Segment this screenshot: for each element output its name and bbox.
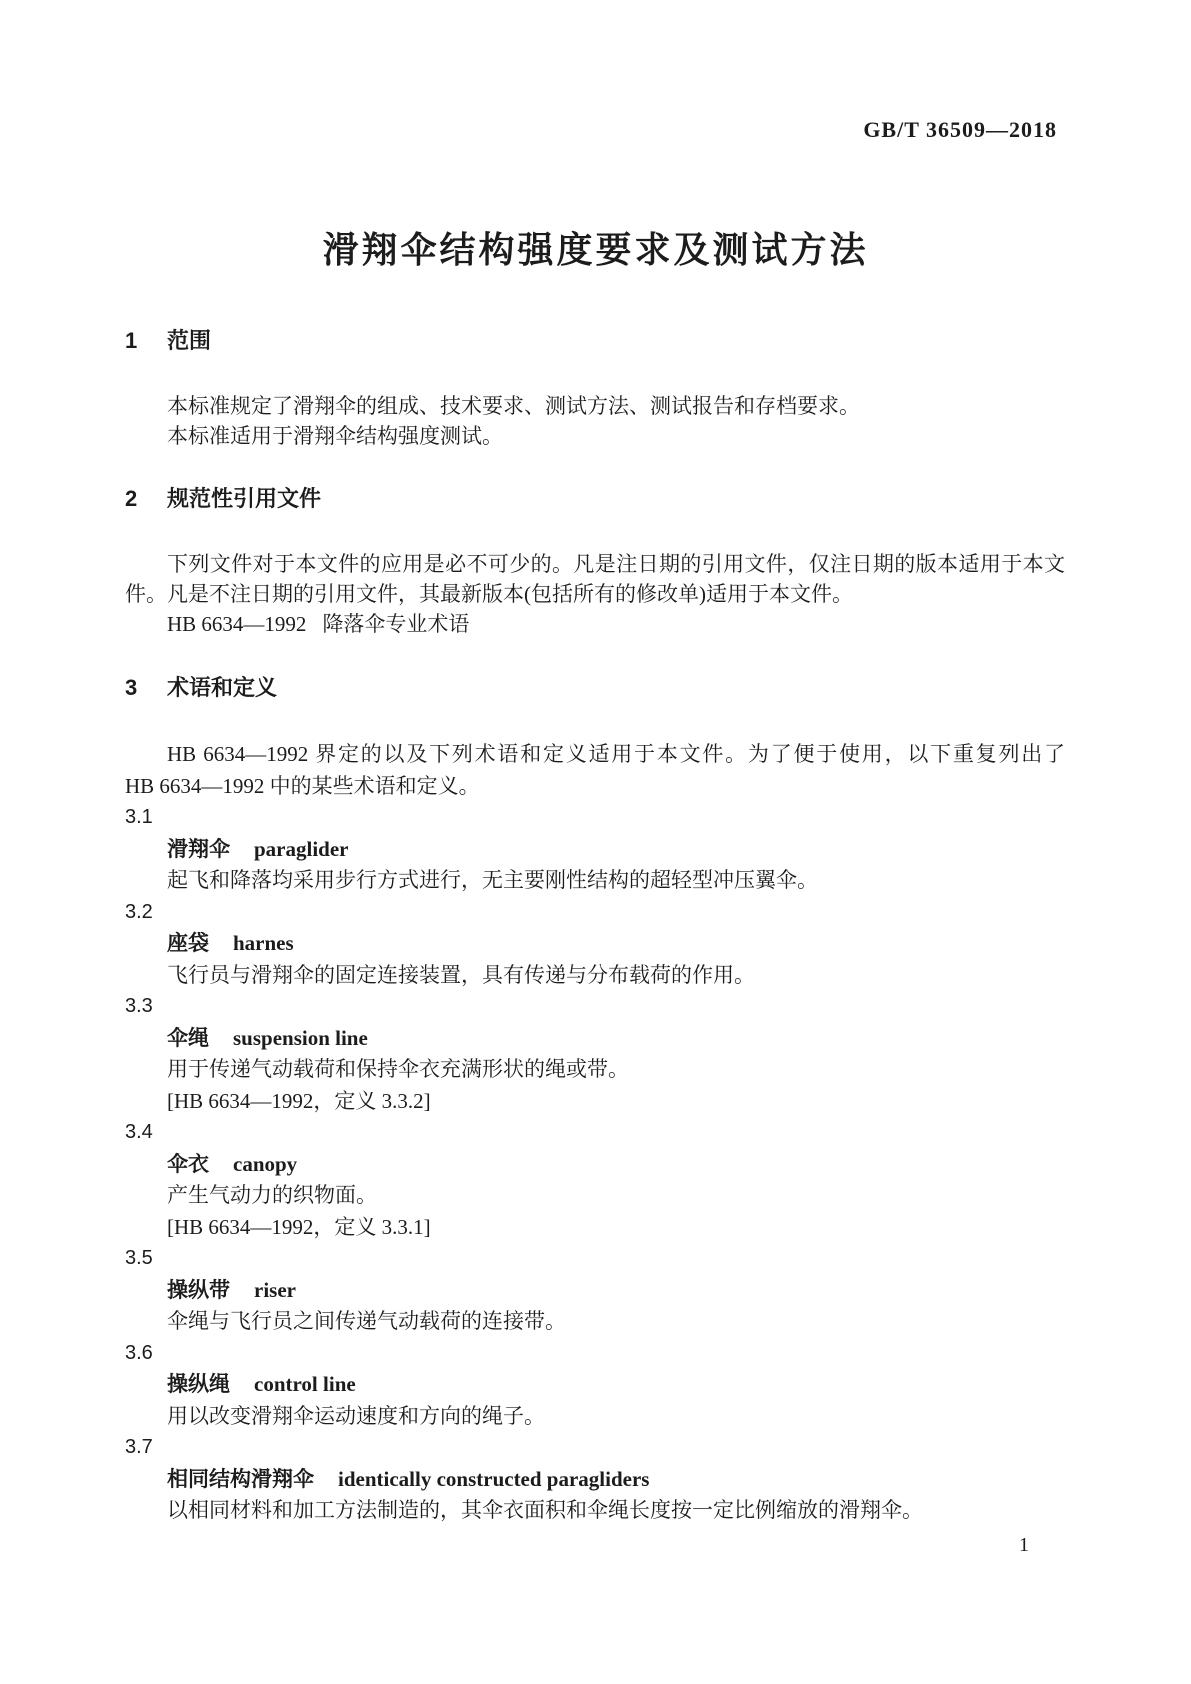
section-1-number: 1 [125,328,138,353]
section-2-label: 规范性引用文件 [167,486,322,511]
reference-code: HB 6634—1992 [167,612,307,636]
term-definition: 用以改变滑翔伞运动速度和方向的绳子。 [167,1403,545,1428]
term-number: 3.5 [125,1247,153,1269]
section-3-heading [125,673,1065,703]
term-definition: 用于传递气动载荷和保持伞衣充满形状的绳或带。 [167,1057,629,1081]
term-name-zh: 相同结构滑翔伞 [167,1467,314,1491]
term-name-zh: 操纵带 [167,1278,230,1302]
term-name [125,1023,1065,1055]
term-source: [HB 6634—1992，定义 3.3.1] [167,1214,431,1239]
term-number: 3.6 [125,1341,153,1364]
term-name-en: suspension line [233,1025,368,1050]
term-source: [HB 6634—1992，定义 3.3.2] [167,1088,431,1113]
section-1-paragraph: 本标准规定了滑翔伞的组成、技术要求、测试方法、测试报告和存档要求。 [167,394,860,418]
term-name-en: harnes [233,931,294,955]
page-content [125,0,1065,1527]
page-number: 1 [1019,1534,1029,1556]
term-number: 3.3 [125,995,153,1017]
term-definition: 产生气动力的织物面。 [167,1183,377,1207]
section-1-label: 范围 [167,328,212,353]
term-name-zh: 伞衣 [167,1152,209,1176]
term-name-zh: 操纵绳 [167,1373,230,1396]
term-number: 3.4 [125,1121,153,1143]
term-name [125,834,1065,866]
term-name-en: paraglider [254,836,349,861]
section-3-intro: HB 6634—1992 界定的以及下列术语和定义适用于本文件。为了便于使用，以下重复列出了 HB 6634—1992 中的某些术语和定义。 [125,742,1065,798]
term-name-zh: 伞绳 [167,1026,209,1050]
term-name [125,928,1065,960]
term-number: 3.1 [125,806,153,828]
section-3-label: 术语和定义 [167,675,278,700]
term-definition: 起飞和降落均采用步行方式进行，无主要刚性结构的超轻型冲压翼伞。 [167,868,818,892]
section-1-paragraph: 本标准适用于滑翔伞结构强度测试。 [167,424,503,448]
document-title: 滑翔伞结构强度要求及测试方法 [322,229,869,270]
terms-and-definitions [125,739,1065,1527]
reference-title: 降落伞专业术语 [322,612,470,636]
term-name [125,1149,1065,1181]
term-name-zh: 座袋 [167,932,209,955]
section-2-paragraph: 下列文件对于本文件的应用是必不可少的。凡是注日期的引用文件，仅注日期的版本适用于本文件。凡是不注日期的引用文件，其最新版本(包括所有的修改单)适用于本文件。 [125,552,1065,606]
term-number: 3.2 [125,900,153,923]
term-name [125,1275,1065,1307]
term-definition: 伞绳与飞行员之间传递气动载荷的连接带。 [167,1309,566,1333]
section-2-number: 2 [125,486,138,511]
term-name-en: canopy [233,1151,298,1176]
normative-reference [125,609,1065,639]
standard-code: GB/T 36509—2018 [863,117,1057,142]
section-3-number: 3 [125,675,138,700]
term-definition: 以相同材料和加工方法制造的，其伞衣面积和伞绳长度按一定比例缩放的滑翔伞。 [167,1498,923,1522]
term-definition: 飞行员与滑翔伞的固定连接装置，具有传递与分布载荷的作用。 [167,962,755,987]
term-name-en: riser [254,1277,296,1302]
term-name-en: identically constructed paragliders [338,1466,650,1491]
section-1-heading [125,326,1065,356]
term-name-en: control line [254,1372,356,1396]
term-name [125,1464,1065,1496]
term-name-zh: 滑翔伞 [167,837,230,861]
term-number: 3.7 [125,1436,153,1458]
section-2-heading [125,484,1065,514]
term-name [125,1369,1065,1401]
